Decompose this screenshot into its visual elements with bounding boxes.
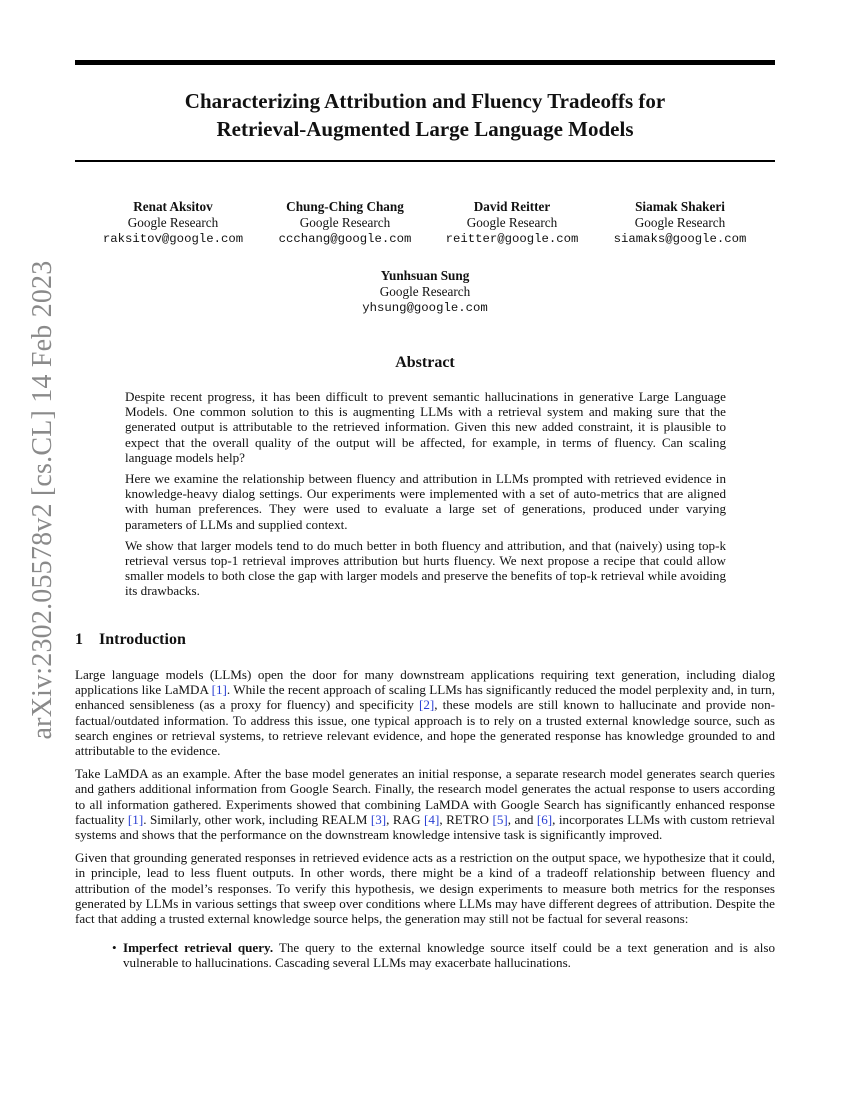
title-rule-bottom (75, 160, 775, 162)
author-email[interactable]: ccchang@google.com (278, 232, 412, 246)
text-run: , RETRO (439, 811, 493, 827)
text-run: . While the recent approach of scaling LLMs has significantly reduced the model perplexity and, in turn, enhanced sensibleness (as a proxy for fluency) and specificity (75, 682, 775, 713)
text-run: Large language models (LLMs) open the door for many downstream applications requiring text generation, including dialog applications like LaMDA (75, 667, 775, 698)
intro-paragraph (75, 766, 775, 842)
text-run: , incorporates LLMs with custom retrieval systems and shows that the performance on the downstream knowledge intensive task is significantly improved. (75, 811, 775, 843)
text-run: , RAG (386, 811, 425, 827)
intro-paragraph (75, 667, 775, 758)
author-email[interactable]: reitter@google.com (445, 232, 579, 246)
author-affiliation: Google Research (634, 215, 726, 230)
author-affiliation: Google Research (127, 215, 219, 230)
intro-paragraph: Given that grounding generated responses in retrieved evidence acts as a restriction on the output space, we hypothesize that it could, in principle, lead to less fluent outputs. In other words, there might be a kind of a tradeoff relationship between fluency and attribution of the model’s responses. To verify this hypothesis, we design experiments to measure both metrics for the responses generated by LLMs in various settings that sweep over conditions where LLMs may have different degrees of attribution. Despite the fact that adding a trusted external knowledge source helps, the generation may still not be factual for several reasons: (75, 850, 775, 927)
arxiv-sidebar-stamp: arXiv:2302.05578v2 [cs.CL] 14 Feb 2023 (27, 260, 58, 740)
citation-link[interactable]: [2] (418, 697, 435, 713)
author-email[interactable]: raksitov@google.com (102, 232, 244, 246)
author-affiliation: Google Research (299, 215, 391, 230)
author-affiliation: Google Research (466, 215, 558, 230)
abstract-paragraph: Despite recent progress, it has been difficult to prevent semantic hallucinations in generative Large Language Models. One common solution to this is augmenting LLMs with a retrieval system and making sure that the generated output is attributable to the retrieved information. Given this new added constraint, it is plausible to expect that the overall quality of the output will be affected, for example, in terms of fluency. Can scaling language models help? (125, 389, 726, 465)
section-number: 1 (75, 631, 83, 648)
list-item (123, 940, 775, 970)
author-email[interactable]: yhsung@google.com (362, 301, 488, 315)
citation-link[interactable]: [5] (492, 811, 508, 827)
title-rule-top (75, 60, 775, 65)
title-line-1: Characterizing Attribution and Fluency Tradeoffs for (184, 89, 666, 113)
author-card (446, 199, 579, 247)
text-run: , and (507, 811, 537, 827)
author-email[interactable]: siamaks@google.com (613, 232, 747, 246)
author-card (279, 199, 412, 247)
citation-link[interactable]: [4] (424, 811, 440, 827)
introduction-body (75, 667, 775, 971)
citation-link[interactable]: [6] (536, 811, 553, 827)
citation-link[interactable]: [3] (370, 811, 387, 827)
author-affiliation: Google Research (379, 284, 471, 299)
citation-link[interactable]: [1] (127, 811, 144, 827)
abstract-paragraph: Here we examine the relationship between fluency and attribution in LLMs prompted with retrieved evidence in knowledge-heavy dialog settings. Our experiments were implemented with a set of auto-metrics that are aligned with human preferences. They were used to evaluate a large set of generations, produced under varying parameters of LLMs and supplied context. (125, 471, 726, 532)
author-card (103, 199, 243, 247)
citation-link[interactable]: [1] (211, 682, 227, 698)
bullet-lead: Imperfect retrieval query. (123, 940, 274, 956)
author-name: Yunhsuan Sung (380, 268, 470, 283)
author-name: David Reitter (473, 199, 551, 214)
paper-title (75, 87, 775, 143)
author-card (362, 268, 487, 316)
text-run: Take LaMDA as an example. After the base model generates an initial response, a separate research model generates search queries and gathers additional information from Google Search. Finally, the research model generates the actual response to users according to all information gathered. Experiments showed that combining LaMDA with Google Search has significantly enhanced response factuality (75, 766, 775, 827)
bullet-text: The query to the external knowledge source itself could be a text generation and is also vulnerable to hallucinations. Cascading several LLMs may exacerbate hallucinations. (123, 940, 775, 971)
text-run: , these models are still known to hallucinate and provide non-factual/outdated information. To address this issue, one typical approach is to rely on a trusted external knowledge source, such as search engines or retrieval systems, to retrieve relevant evidence, and hope the generated response has knowledge grounded to and attributable to the evidence. (75, 697, 775, 759)
abstract-heading: Abstract (395, 354, 455, 371)
reasons-list (75, 940, 775, 970)
section-title: Introduction (99, 631, 186, 648)
author-name: Renat Aksitov (133, 199, 213, 214)
title-line-2: Retrieval-Augmented Large Language Models (216, 117, 634, 141)
section-heading-introduction (75, 631, 186, 649)
abstract-body (125, 389, 726, 605)
author-name: Chung-Ching Chang (286, 199, 404, 214)
text-run: . Similarly, other work, including REALM (143, 811, 371, 827)
abstract-paragraph: We show that larger models tend to do much better in both fluency and attribution, and that (naively) using top-k retrieval versus top-1 retrieval improves attribution but hurts fluency. We next propose a recipe that could allow smaller models to both close the gap with larger models and preserve the benefits of top-k retrieval while avoiding its drawbacks. (125, 537, 726, 599)
author-card (614, 199, 747, 247)
author-name: Siamak Shakeri (635, 199, 725, 214)
